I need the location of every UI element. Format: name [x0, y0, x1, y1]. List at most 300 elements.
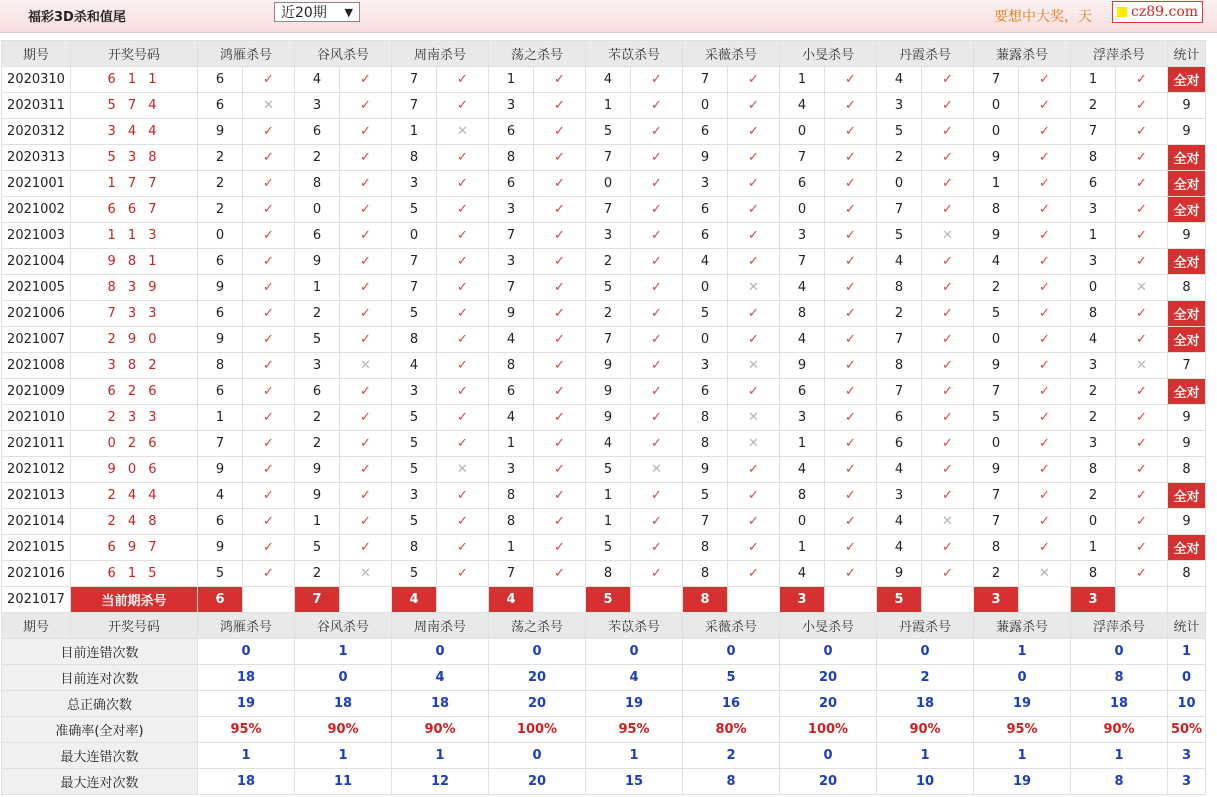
tick-icon: ✓: [1116, 431, 1168, 457]
tick-icon: ✓: [437, 275, 489, 301]
kill-number-cell: 5: [392, 509, 437, 535]
col-header-stat: 统计: [1168, 613, 1206, 639]
kill-number-cell: 0: [877, 171, 922, 197]
tick-icon: ✓: [631, 379, 683, 405]
cross-icon: ✕: [922, 223, 974, 249]
tick-icon: ✓: [922, 535, 974, 561]
tick-icon: ✓: [340, 223, 392, 249]
tick-icon: ✓: [340, 67, 392, 93]
kill-number-cell: 1: [489, 67, 534, 93]
tick-icon: ✓: [1019, 431, 1071, 457]
tick-icon: ✓: [243, 145, 295, 171]
empty-cell: [340, 587, 392, 613]
cross-icon: ✕: [728, 431, 780, 457]
tick-icon: ✓: [1019, 301, 1071, 327]
table-row: [2, 353, 1206, 379]
tick-icon: ✓: [437, 561, 489, 587]
tick-icon: ✓: [922, 561, 974, 587]
kill-number-cell: 3: [683, 171, 728, 197]
empty-cell: [534, 587, 586, 613]
tick-icon: ✓: [728, 119, 780, 145]
range-select[interactable]: [274, 2, 360, 22]
period-cell: 2020313: [2, 145, 71, 171]
kill-number-cell: 2: [1071, 379, 1116, 405]
kill-number-cell: 7: [974, 67, 1019, 93]
tick-icon: ✓: [243, 535, 295, 561]
stat-value: 20: [489, 691, 586, 717]
kill-number-cell: 9: [974, 145, 1019, 171]
tick-icon: ✓: [825, 431, 877, 457]
table-row: [2, 561, 1206, 587]
correct-count-cell: 8: [1168, 561, 1206, 587]
stat-row: [2, 639, 1206, 665]
empty-cell: [922, 587, 974, 613]
kill-number-cell: 3: [489, 93, 534, 119]
kill-number-cell: 0: [683, 93, 728, 119]
page-title: 福彩3D杀和值尾: [28, 10, 126, 25]
table-row: [2, 405, 1206, 431]
kill-number-cell: 7: [489, 223, 534, 249]
tick-icon: ✓: [1116, 249, 1168, 275]
table-row: [2, 119, 1206, 145]
current-kill-number: 3: [1071, 587, 1116, 613]
kill-number-cell: 0: [392, 223, 437, 249]
tick-icon: ✓: [1019, 119, 1071, 145]
stat-label: 目前连对次数: [2, 665, 198, 691]
tick-icon: ✓: [728, 327, 780, 353]
stat-value: 0: [974, 665, 1071, 691]
col-header-expert: 小旻杀号: [780, 613, 877, 639]
stat-value: 1: [1071, 743, 1168, 769]
col-header-expert: 丹霞杀号: [877, 613, 974, 639]
tick-icon: ✓: [437, 405, 489, 431]
tick-icon: ✓: [825, 223, 877, 249]
tick-icon: ✓: [340, 379, 392, 405]
all-correct-badge: 全对: [1168, 535, 1206, 561]
tick-icon: ✓: [922, 353, 974, 379]
tick-icon: ✓: [631, 145, 683, 171]
tick-icon: ✓: [340, 327, 392, 353]
kill-number-cell: 3: [586, 223, 631, 249]
stat-value: 80%: [683, 717, 780, 743]
kill-number-cell: 1: [780, 67, 825, 93]
tick-icon: ✓: [922, 67, 974, 93]
col-header-expert: 芣苡杀号: [586, 41, 683, 67]
all-correct-badge: 全对: [1168, 379, 1206, 405]
tick-icon: ✓: [1116, 223, 1168, 249]
kill-number-cell: 4: [683, 249, 728, 275]
kill-number-cell: 6: [295, 119, 340, 145]
kill-number-cell: 3: [489, 249, 534, 275]
top-bar: [0, 0, 1217, 33]
tick-icon: ✓: [825, 197, 877, 223]
tick-icon: ✓: [631, 301, 683, 327]
kill-number-cell: 8: [489, 483, 534, 509]
kill-number-cell: 8: [877, 353, 922, 379]
kill-number-cell: 8: [295, 171, 340, 197]
draw-number-cell: 9 8 1: [71, 249, 198, 275]
period-cell: 2021012: [2, 457, 71, 483]
tick-icon: ✓: [534, 275, 586, 301]
tick-icon: ✓: [728, 197, 780, 223]
stat-value: 0: [780, 639, 877, 665]
stat-value: 19: [974, 691, 1071, 717]
tick-icon: ✓: [922, 119, 974, 145]
kill-number-cell: 8: [780, 483, 825, 509]
tick-icon: ✓: [825, 67, 877, 93]
kill-number-cell: 5: [586, 275, 631, 301]
kill-number-cell: 3: [392, 379, 437, 405]
table-row: [2, 249, 1206, 275]
stat-value: 20: [489, 769, 586, 795]
kill-number-cell: 6: [877, 431, 922, 457]
stat-value: 8: [1071, 769, 1168, 795]
kill-number-cell: 4: [974, 249, 1019, 275]
kill-number-cell: 4: [392, 353, 437, 379]
tick-icon: ✓: [631, 405, 683, 431]
kill-number-cell: 1: [780, 431, 825, 457]
kill-number-cell: 3: [877, 93, 922, 119]
kill-number-cell: 9: [974, 353, 1019, 379]
draw-number-cell: 2 4 4: [71, 483, 198, 509]
kill-number-cell: 3: [489, 197, 534, 223]
tick-icon: ✓: [437, 301, 489, 327]
empty-cell: [1116, 587, 1168, 613]
kill-number-cell: 4: [1071, 327, 1116, 353]
tick-icon: ✓: [1019, 327, 1071, 353]
tick-icon: ✓: [243, 275, 295, 301]
current-period-row: [2, 587, 1206, 613]
kill-number-cell: 2: [974, 275, 1019, 301]
kill-number-cell: 7: [877, 379, 922, 405]
kill-number-cell: 8: [392, 535, 437, 561]
tick-icon: ✓: [1116, 119, 1168, 145]
draw-number-cell: 7 3 3: [71, 301, 198, 327]
period-cell: 2021007: [2, 327, 71, 353]
stat-value: 18: [877, 691, 974, 717]
period-cell: 2021013: [2, 483, 71, 509]
kill-number-cell: 5: [586, 457, 631, 483]
kill-number-cell: 0: [780, 119, 825, 145]
current-kill-number: 4: [392, 587, 437, 613]
kill-number-cell: 6: [683, 223, 728, 249]
period-cell: 2021009: [2, 379, 71, 405]
kill-number-cell: 8: [683, 431, 728, 457]
current-kill-number: 8: [683, 587, 728, 613]
stat-value: 95%: [586, 717, 683, 743]
table-row: [2, 509, 1206, 535]
kill-number-cell: 9: [586, 353, 631, 379]
correct-count-cell: 8: [1168, 457, 1206, 483]
kill-number-cell: 8: [489, 145, 534, 171]
stat-value: 20: [489, 665, 586, 691]
stat-value: 11: [295, 769, 392, 795]
kill-number-cell: 9: [974, 457, 1019, 483]
tick-icon: ✓: [631, 223, 683, 249]
tick-icon: ✓: [340, 457, 392, 483]
current-kill-number: 4: [489, 587, 534, 613]
stat-row: [2, 665, 1206, 691]
col-header-expert: 蒹露杀号: [974, 41, 1071, 67]
kill-number-cell: 3: [877, 483, 922, 509]
kill-number-cell: 2: [295, 145, 340, 171]
tick-icon: ✓: [437, 483, 489, 509]
tick-icon: ✓: [1116, 67, 1168, 93]
kill-number-cell: 7: [1071, 119, 1116, 145]
tick-icon: ✓: [1116, 197, 1168, 223]
kill-number-cell: 7: [974, 379, 1019, 405]
tick-icon: ✓: [1116, 379, 1168, 405]
kill-number-cell: 8: [780, 301, 825, 327]
stat-value: 0: [877, 639, 974, 665]
kill-number-cell: 5: [683, 483, 728, 509]
kill-number-cell: 7: [586, 145, 631, 171]
tick-icon: ✓: [340, 145, 392, 171]
kill-number-cell: 3: [1071, 431, 1116, 457]
period-cell: 2021003: [2, 223, 71, 249]
kill-number-cell: 7: [683, 509, 728, 535]
tick-icon: ✓: [1116, 457, 1168, 483]
kill-number-cell: 9: [198, 327, 243, 353]
stat-value: 1: [974, 743, 1071, 769]
tick-icon: ✓: [922, 405, 974, 431]
kill-number-cell: 6: [295, 223, 340, 249]
tick-icon: ✓: [243, 197, 295, 223]
tick-icon: ✓: [243, 67, 295, 93]
kill-number-cell: 1: [1071, 223, 1116, 249]
tick-icon: ✓: [825, 457, 877, 483]
kill-number-cell: 2: [877, 145, 922, 171]
correct-count-cell: 9: [1168, 119, 1206, 145]
stat-value: 1: [974, 639, 1071, 665]
tick-icon: ✓: [728, 509, 780, 535]
tick-icon: ✓: [922, 457, 974, 483]
tick-icon: ✓: [728, 223, 780, 249]
kill-number-cell: 0: [586, 171, 631, 197]
kill-number-cell: 9: [683, 457, 728, 483]
tick-icon: ✓: [437, 93, 489, 119]
kill-number-cell: 5: [392, 431, 437, 457]
kill-number-cell: 6: [295, 379, 340, 405]
period-cell: 2021015: [2, 535, 71, 561]
tick-icon: ✓: [534, 249, 586, 275]
all-correct-badge: 全对: [1168, 67, 1206, 93]
stat-total: 3: [1168, 743, 1206, 769]
tick-icon: ✓: [825, 249, 877, 275]
kill-number-cell: 6: [489, 379, 534, 405]
kill-number-cell: 8: [683, 535, 728, 561]
kill-number-cell: 4: [198, 483, 243, 509]
kill-number-cell: 8: [392, 145, 437, 171]
kill-number-cell: 8: [489, 353, 534, 379]
correct-count-cell: 9: [1168, 223, 1206, 249]
cross-icon: ✕: [1116, 353, 1168, 379]
tick-icon: ✓: [534, 405, 586, 431]
stat-value: 95%: [198, 717, 295, 743]
tick-icon: ✓: [825, 275, 877, 301]
kill-number-cell: 2: [1071, 405, 1116, 431]
kill-number-cell: 2: [295, 561, 340, 587]
kill-number-cell: 4: [877, 457, 922, 483]
tick-icon: ✓: [534, 353, 586, 379]
kill-number-cell: 1: [780, 535, 825, 561]
col-header-expert: 周南杀号: [392, 41, 489, 67]
tick-icon: ✓: [728, 457, 780, 483]
tick-icon: ✓: [922, 197, 974, 223]
empty-cell: [437, 587, 489, 613]
kill-number-cell: 9: [877, 561, 922, 587]
tick-icon: ✓: [922, 301, 974, 327]
header-row: [2, 41, 1206, 67]
period-cell: 2020310: [2, 67, 71, 93]
stat-value: 0: [489, 743, 586, 769]
kill-number-cell: 5: [877, 119, 922, 145]
empty-cell: [1019, 587, 1071, 613]
tick-icon: ✓: [534, 483, 586, 509]
draw-number-cell: 5 3 8: [71, 145, 198, 171]
tick-icon: ✓: [825, 171, 877, 197]
kill-number-cell: 7: [683, 67, 728, 93]
tick-icon: ✓: [1116, 145, 1168, 171]
draw-number-cell: 2 3 3: [71, 405, 198, 431]
stat-value: 90%: [1071, 717, 1168, 743]
kill-number-cell: 0: [1071, 509, 1116, 535]
tick-icon: ✓: [437, 171, 489, 197]
stat-value: 15: [586, 769, 683, 795]
tick-icon: ✓: [922, 171, 974, 197]
tick-icon: ✓: [534, 457, 586, 483]
tick-icon: ✓: [825, 405, 877, 431]
kill-number-cell: 7: [392, 249, 437, 275]
kill-number-cell: 5: [877, 223, 922, 249]
kill-number-cell: 3: [780, 223, 825, 249]
stat-label: 准确率(全对率): [2, 717, 198, 743]
stat-value: 0: [198, 639, 295, 665]
kill-number-cell: 6: [489, 171, 534, 197]
tick-icon: ✓: [340, 119, 392, 145]
tick-icon: ✓: [825, 93, 877, 119]
stat-value: 90%: [295, 717, 392, 743]
tick-icon: ✓: [1019, 275, 1071, 301]
kill-number-cell: 6: [198, 379, 243, 405]
stat-total: 0: [1168, 665, 1206, 691]
draw-number-cell: 6 9 7: [71, 535, 198, 561]
tick-icon: ✓: [1116, 509, 1168, 535]
table-row: [2, 93, 1206, 119]
tick-icon: ✓: [825, 509, 877, 535]
kill-number-cell: 1: [295, 509, 340, 535]
kill-number-cell: 5: [295, 535, 340, 561]
stat-value: 20: [780, 691, 877, 717]
period-cell: 2021004: [2, 249, 71, 275]
tick-icon: ✓: [340, 197, 392, 223]
all-correct-badge: 全对: [1168, 171, 1206, 197]
kill-number-cell: 0: [198, 223, 243, 249]
kill-number-cell: 6: [198, 93, 243, 119]
tick-icon: ✓: [1116, 93, 1168, 119]
kill-number-cell: 3: [683, 353, 728, 379]
kill-number-cell: 0: [974, 431, 1019, 457]
tick-icon: ✓: [437, 327, 489, 353]
stat-row: [2, 743, 1206, 769]
site-logo-link[interactable]: [1112, 1, 1203, 23]
kill-number-cell: 3: [1071, 353, 1116, 379]
tick-icon: ✓: [1019, 483, 1071, 509]
kill-number-cell: 4: [877, 249, 922, 275]
table-row: [2, 379, 1206, 405]
tick-icon: ✓: [243, 405, 295, 431]
col-header-expert: 鸿雁杀号: [198, 41, 295, 67]
tick-icon: ✓: [1019, 223, 1071, 249]
kill-number-cell: 7: [392, 93, 437, 119]
tick-icon: ✓: [631, 171, 683, 197]
table-row: [2, 327, 1206, 353]
kill-number-cell: 7: [392, 67, 437, 93]
current-kill-label: 当前期杀号: [71, 587, 198, 613]
kill-number-cell: 5: [586, 535, 631, 561]
stat-total: 1: [1168, 639, 1206, 665]
tick-icon: ✓: [534, 119, 586, 145]
kill-number-cell: 2: [198, 171, 243, 197]
draw-number-cell: 5 7 4: [71, 93, 198, 119]
col-header-expert: 采薇杀号: [683, 613, 780, 639]
tick-icon: ✓: [243, 509, 295, 535]
kill-number-cell: 6: [198, 509, 243, 535]
kill-number-cell: 1: [586, 483, 631, 509]
kill-number-cell: 7: [877, 327, 922, 353]
stat-value: 20: [780, 769, 877, 795]
kill-number-cell: 6: [780, 171, 825, 197]
stat-value: 4: [392, 665, 489, 691]
current-kill-number: 3: [780, 587, 825, 613]
kill-number-cell: 2: [295, 405, 340, 431]
kill-number-cell: 6: [489, 119, 534, 145]
draw-number-cell: 1 7 7: [71, 171, 198, 197]
draw-number-cell: 2 4 8: [71, 509, 198, 535]
kill-number-cell: 4: [780, 561, 825, 587]
tick-icon: ✓: [728, 301, 780, 327]
tick-icon: ✓: [1019, 457, 1071, 483]
stat-total: 3: [1168, 769, 1206, 795]
tick-icon: ✓: [728, 145, 780, 171]
kill-number-cell: 8: [489, 509, 534, 535]
period-cell: 2021008: [2, 353, 71, 379]
tick-icon: ✓: [243, 457, 295, 483]
correct-count-cell: 8: [1168, 275, 1206, 301]
kill-number-cell: 8: [1071, 561, 1116, 587]
kill-number-cell: 1: [974, 171, 1019, 197]
kill-number-cell: 9: [198, 457, 243, 483]
kill-number-cell: 5: [683, 301, 728, 327]
tick-icon: ✓: [437, 353, 489, 379]
col-header-period: 期号: [2, 41, 71, 67]
table-row: [2, 535, 1206, 561]
period-cell: 2021002: [2, 197, 71, 223]
stat-value: 0: [1071, 639, 1168, 665]
kill-number-cell: 5: [392, 405, 437, 431]
kill-number-table: [1, 40, 1206, 795]
current-kill-number: 7: [295, 587, 340, 613]
draw-number-cell: 6 1 5: [71, 561, 198, 587]
tick-icon: ✓: [922, 275, 974, 301]
tick-icon: ✓: [728, 379, 780, 405]
col-header-stat: 统计: [1168, 41, 1206, 67]
kill-number-cell: 1: [295, 275, 340, 301]
cross-icon: ✕: [922, 509, 974, 535]
kill-number-cell: 8: [586, 561, 631, 587]
tick-icon: ✓: [340, 405, 392, 431]
tick-icon: ✓: [243, 249, 295, 275]
